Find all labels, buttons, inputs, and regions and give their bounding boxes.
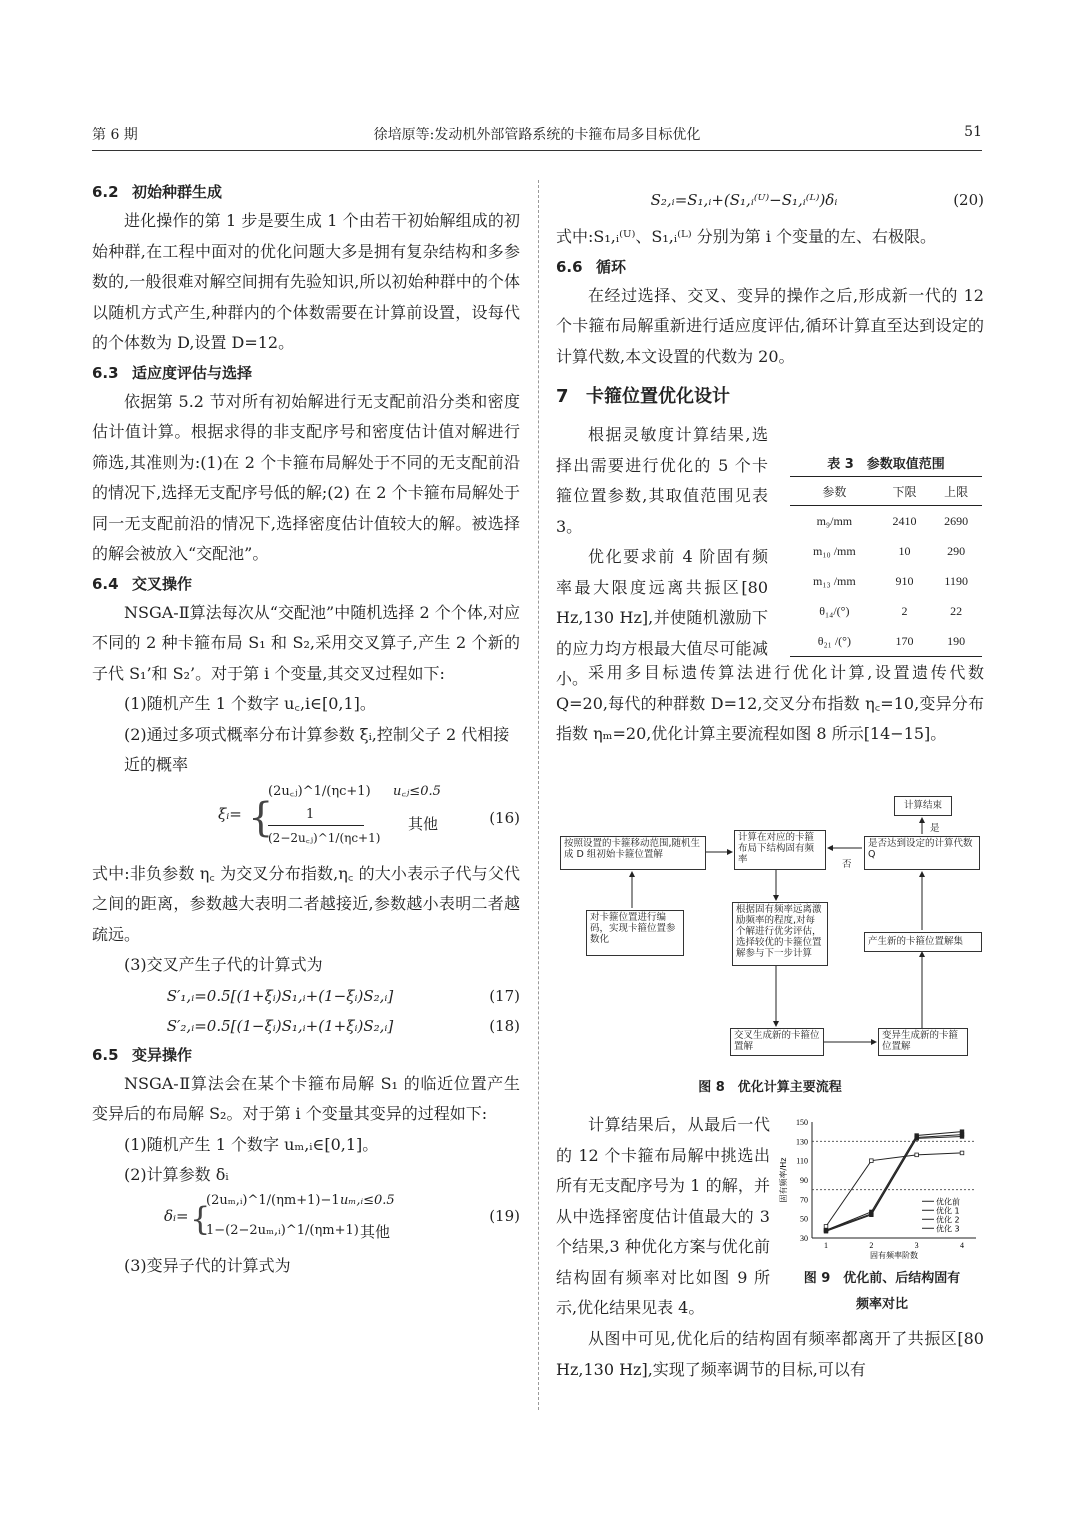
flow-mutate-box: 变异生成新的卡箍位置解 [878, 1028, 968, 1056]
table-caption: 表 3 参数取值范围 [827, 457, 945, 472]
issue-number: 第 6 期 [92, 127, 138, 143]
list-item: (1)随机产生 1 个数字 uₘ,ᵢ∈[0,1]。 [124, 1134, 379, 1154]
y-tick-label: 50 [800, 1214, 808, 1224]
equation-18: S′₂,ᵢ=0.5[(1−ξᵢ)S₁,ᵢ+(1+ξᵢ)S₂,ᵢ] (18) [166, 1016, 520, 1035]
y-tick-label: 150 [796, 1118, 808, 1127]
section-heading-6-6: 6.6 循环 [556, 257, 627, 276]
x-tick-label: 1 [824, 1241, 828, 1250]
list-item: (3)变异子代的计算式为 [124, 1255, 291, 1275]
paragraph: NSGA-Ⅱ算法每次从“交配池”中随机选择 2 个个体,对应不同的 2 种卡箍布局 S₁ 和 S₂,采用交叉算子,产生 2 个新的子代 S₁’和 S₂’。对于第 i 个变量,其交叉过程如下: [92, 602, 520, 683]
page-number: 51 [964, 124, 982, 140]
header-rule [92, 150, 982, 151]
running-title: 徐培原等:发动机外部管路系统的卡箍布局多目标优化 [373, 127, 701, 143]
data-point [960, 1151, 964, 1155]
parameter-table [790, 476, 982, 657]
flow-init-box: 按照设置的卡箍移动范围,随机生成 D 组初始卡箍位置解 [560, 836, 706, 870]
paragraph: 进化操作的第 1 步是要生成 1 个由若干初始解组成的初始种群,在工程中面对的优化问题大多是拥有复杂结构和多参数的,一般很难对解空间拥有先验知识,所以初始种群中的个体以随机方式产生,种群内的个体数需要在计算前设置，设每代的个体数为 D,设置 D=12。 [92, 211, 520, 352]
flow-check-box: 是否达到设定的计算代数 Q [864, 836, 980, 870]
flow-encode-box: 对卡箍位置进行编码，实现卡箍位置参数化 [586, 910, 684, 956]
section-heading-6-2: 6.2 初始种群生成 [92, 183, 223, 201]
table-row: m₁₃ /mm 910 1190 [813, 573, 968, 588]
data-point [870, 1213, 874, 1217]
legend-label: 优化前 [936, 1197, 960, 1207]
paragraph: NSGA-Ⅱ算法会在某个卡箍布局解 S₁ 的临近位置产生变异后的布局解 S₂。对于第 i 个变量其变异的过程如下: [92, 1073, 520, 1123]
paragraph: 从图中可见,优化后的结构固有频率都离开了共振区[80 Hz,130 Hz],实现了频率调节的目标,可以有 [556, 1329, 984, 1379]
running-header [92, 124, 982, 150]
table-row: θ₂₁ /(°) 170 190 [790, 626, 982, 657]
equation-19: δᵢ= { (2uₘ,ᵢ)^1/(ηm+1)−1 uₘ,ᵢ≤0.5 1−(2−2uₘ,ᵢ)^1/(ηm+1) 其他 (19) [164, 1192, 520, 1241]
list-item: (2)计算参数 δᵢ [124, 1165, 229, 1184]
figure-9-caption: 图 9 优化前、后结构固有 频率对比 [803, 1271, 961, 1312]
chapter-heading-7: 7 卡箍位置优化设计 [556, 386, 730, 407]
list-item: (2)通过多项式概率分布计算参数 ξᵢ,控制父子 2 代相接近的概率 [124, 724, 510, 774]
paragraph: 式中:非负参数 η꜀ 为交叉分布指数,η꜀ 的大小表示子代与父代之间的距离，参数越大表明二者越接近,参数越小表明二者越疏远。 [92, 863, 520, 944]
y-axis-label: 固有频率/Hz [779, 1157, 788, 1203]
fig9-side-text [556, 1110, 770, 1324]
section-heading-6-3: 6.3 适应度评估与选择 [92, 363, 253, 382]
x-tick-label: 4 [960, 1241, 964, 1250]
flow-yes-label: 是 [930, 823, 940, 834]
figure-8-caption: 图 8 优化计算主要流程 [698, 1080, 842, 1095]
x-axis-label: 固有频率阶数 [870, 1251, 918, 1260]
data-point [824, 1225, 828, 1229]
y-tick-label: 70 [800, 1195, 808, 1205]
table-row: m₁₀ /mm 10 290 [813, 543, 966, 558]
legend-label: 优化 2 [936, 1215, 960, 1225]
data-point [870, 1159, 874, 1163]
equation-20: S₂,ᵢ=S₁,ᵢ+(S₁,ᵢ⁽ᵁ⁾−S₁,ᵢ⁽ᴸ⁾)δᵢ (20) [650, 191, 984, 209]
paragraph: 依据第 5.2 节对所有初始解进行无支配前沿分类和密度估计值计算。根据求得的非支配序号和密度估计值对解进行筛选,其准则为:(1)在 2 个卡箍布局解处于不同的无支配前沿的情况下,选择无支配序号低的解;(2) 在 2 个卡箍布局解处于同一无支配前沿的情况下,选择密度估计值较大的解。被选择的解会被放入“交配池”。 [92, 391, 520, 563]
table-header: 上限 [930, 477, 982, 506]
table-header: 下限 [879, 477, 931, 506]
data-point [960, 1135, 964, 1139]
section-heading-6-5: 6.5 变异操作 [92, 1045, 193, 1064]
x-tick-label: 3 [914, 1241, 919, 1250]
section-heading-6-4: 6.4 交叉操作 [92, 574, 193, 593]
x-tick-label: 2 [869, 1241, 874, 1250]
table-row: θ₁₄/(°) 2 22 [819, 603, 963, 618]
paragraph: 式中:S₁,ᵢ⁽ᵁ⁾、S₁,ᵢ⁽ᴸ⁾ 分别为第 i 个变量的左、右极限。 [556, 227, 937, 246]
paragraph: 根据灵敏度计算结果,选择出需要进行优化的 5 个卡箍位置参数,其取值范围见表 3。 [556, 425, 768, 536]
y-tick-label: 110 [796, 1156, 808, 1166]
data-point [915, 1137, 919, 1141]
flow-calc-box: 计算在对应的卡箍布局下结构固有频率 [734, 830, 826, 870]
list-item: (1)随机产生 1 个数字 u꜀,i∈[0,1]。 [124, 694, 376, 713]
paragraph: 采用多目标遗传算法进行优化计算,设置遗传代数 Q=20,每代的种群数 D=12,交叉分布指数 η꜀=10,变异分布指数 ηₘ=20,优化计算主要流程如图 8 所示[14−15]。 [556, 663, 984, 743]
data-point [824, 1229, 828, 1233]
flowchart-figure-8 [560, 790, 984, 1065]
table-3 [790, 454, 982, 657]
table-row: m₉/mm 2410 2690 [816, 513, 969, 528]
flow-eval-box: 根据固有频率远离激励频率的程度,对每个解进行优劣评估，选择较优的卡箍位置解参与下一步计算 [732, 902, 828, 966]
list-item: (3)交叉产生子代的计算式为 [124, 955, 323, 974]
flow-end-box: 计算结束 [894, 796, 952, 816]
data-point [915, 1153, 919, 1157]
legend-label: 优化 1 [936, 1206, 960, 1216]
legend-label: 优化 3 [936, 1224, 960, 1234]
equation-16: ξᵢ= { (2u꜀ⱼ)^1/(ηc+1) u꜀ⱼ≤0.5 1 (2−2u꜀ⱼ)^1/(ηc+1) 其他 (16) [218, 783, 520, 845]
y-tick-label: 90 [800, 1176, 808, 1185]
y-tick-label: 30 [800, 1234, 808, 1243]
flow-cross-box: 交叉生成新的卡箍位置解 [730, 1028, 824, 1056]
table-header: 参数 [790, 477, 879, 506]
equation-17: S′₁,ᵢ=0.5[(1+ξᵢ)S₁,ᵢ+(1−ξᵢ)S₂,ᵢ] (17) [166, 986, 520, 1005]
y-tick-label: 130 [796, 1137, 808, 1147]
figure-9 [776, 1112, 988, 1292]
flow-newset-box: 产生新的卡箍位置解集 [864, 932, 982, 952]
right-column-bottom [556, 1324, 984, 1385]
frequency-chart [776, 1112, 988, 1262]
paragraph: 优化要求前 4 阶固有频率最大限度远离共振区[80 Hz,130 Hz],并使随机激励下的应力均方根最大值尽可能减小。 [556, 547, 768, 688]
column-divider [538, 180, 539, 1410]
paragraph: 计算结果后，从最后一代的 12 个卡箍布局解中挑选出所有无支配序号为 1 的解，并从中选择密度估计值最大的 3 个结果,3 种优化方案与优化前结构固有频率对比如图 9 所示,优化结果见表 4。 [556, 1115, 770, 1317]
flow-no-label: 否 [842, 859, 852, 870]
left-column [92, 178, 520, 1281]
right-column-cont [556, 658, 984, 750]
paragraph: 在经过选择、交叉、变异的操作之后,形成新一代的 12 个卡箍布局解重新进行适应度评估,循环计算直至达到设定的计算代数,本文设置的代数为 20。 [556, 285, 984, 366]
